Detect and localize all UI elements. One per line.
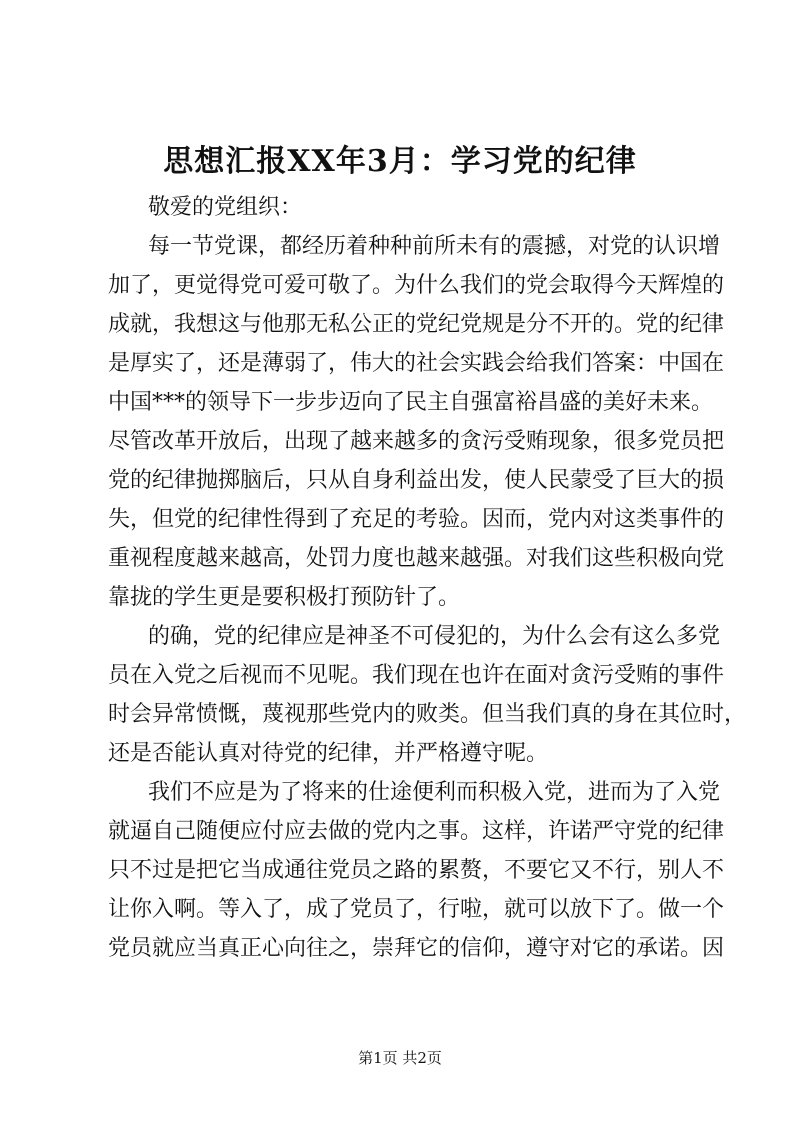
text-line: 就逼自己随便应付应去做的党内之事。这样，许诺严守党的纪律 — [108, 819, 725, 844]
text-line: 靠拢的学生更是要积极打预防针了。 — [108, 585, 461, 610]
text-line: 我们不应是为了将来的仕途便利而积极入党，进而为了入党 — [148, 780, 721, 805]
text-line: 的确，党的纪律应是神圣不可侵犯的，为什么会有这么多党 — [148, 624, 721, 649]
text-line: 党员就应当真正心向往之，崇拜它的信仰，遵守对它的承诺。因 — [108, 936, 725, 961]
paragraph-1 — [108, 227, 725, 617]
document-body — [108, 188, 747, 968]
text-line: 只不过是把它当成通往党员之路的累赘，不要它又不行，别人不 — [108, 858, 725, 883]
text-line: 尽管改革开放后，出现了越来越多的贪污受贿现象，很多党员把 — [108, 429, 725, 454]
document-title: 思想汇报XX年3月：学习党的纪律 — [163, 144, 637, 179]
text-line: 成就，我想这与他那无私公正的党纪党规是分不开的。党的纪律 — [108, 312, 725, 337]
text-line: 加了，更觉得党可爱可敬了。为什么我们的党会取得今天辉煌的 — [108, 273, 725, 298]
paragraph-3 — [108, 773, 725, 968]
text-line: 还是否能认真对待党的纪律，并严格遵守呢。 — [108, 741, 549, 766]
text-line: 让你入啊。等入了，成了党员了，行啦，就可以放下了。做一个 — [108, 897, 725, 922]
text-line: 是厚实了，还是薄弱了，伟大的社会实践会给我们答案：中国在 — [108, 351, 725, 376]
text-line: 中国***的领导下一步步迈向了民主自强富裕昌盛的美好未来。 — [108, 390, 714, 415]
salutation: 敬爱的党组织： — [148, 195, 303, 220]
text-line: 党的纪律抛掷脑后，只从自身利益出发，使人民蒙受了巨大的损 — [108, 468, 725, 493]
text-line: 员在入党之后视而不见呢。我们现在也许在面对贪污受贿的事件 — [108, 663, 725, 688]
page-number: 第1页 共2页 — [358, 1049, 442, 1067]
text-line: 每一节党课，都经历着种种前所未有的震撼，对党的认识增 — [148, 234, 721, 259]
text-line: 失，但党的纪律性得到了充足的考验。因而，党内对这类事件的 — [108, 507, 725, 532]
paragraph-2 — [108, 617, 747, 773]
text-line: 时会异常愤慨，蔑视那些党内的败类。但当我们真的身在其位时， — [108, 702, 747, 727]
text-line: 重视程度越来越高，处罚力度也越来越强。对我们这些积极向党 — [108, 546, 725, 571]
